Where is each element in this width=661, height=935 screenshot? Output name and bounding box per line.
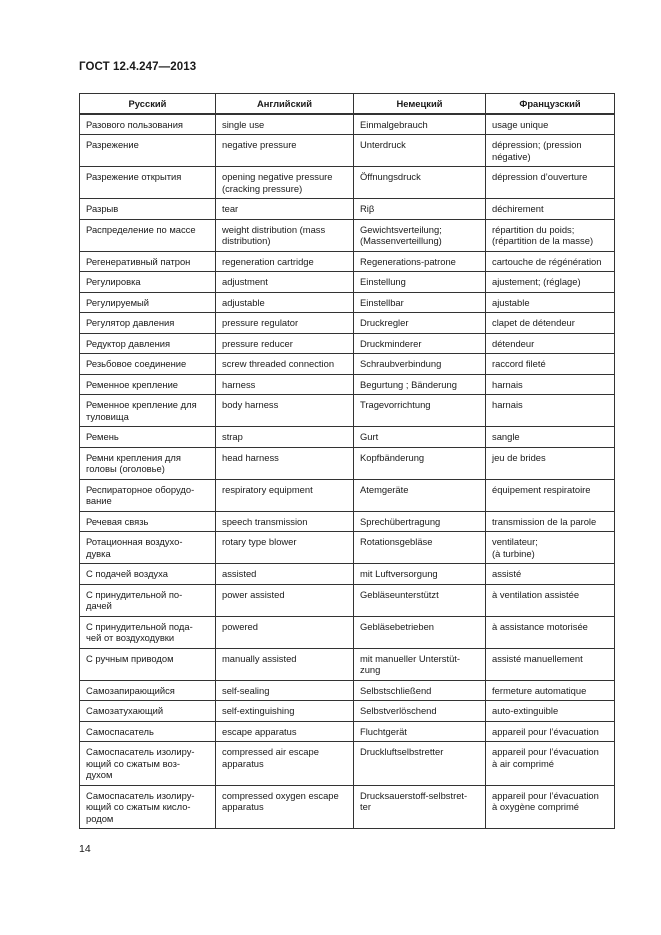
table-row <box>80 648 615 680</box>
russian-term: Регулировка <box>80 272 216 293</box>
german-term: Selbstverlöschend <box>354 701 486 722</box>
russian-term: Разрежение открытия <box>80 167 216 199</box>
russian-term: С принудительной по- дачей <box>80 584 216 616</box>
french-term: raccord fileté <box>486 354 615 375</box>
german-term: Gebläseunterstützt <box>354 584 486 616</box>
table-row <box>80 313 615 334</box>
french-term: détendeur <box>486 333 615 354</box>
french-term: clapet de détendeur <box>486 313 615 334</box>
french-term: dépression d’ouverture <box>486 167 615 199</box>
russian-term: С ручным приводом <box>80 648 216 680</box>
table-row <box>80 721 615 742</box>
russian-term: Резьбовое соединение <box>80 354 216 375</box>
french-term: assisté <box>486 564 615 585</box>
russian-term: Ременное крепление <box>80 374 216 395</box>
english-term: escape apparatus <box>216 721 354 742</box>
german-term: Riβ <box>354 199 486 220</box>
russian-term: Самозапирающийся <box>80 680 216 701</box>
french-term: ajustable <box>486 292 615 313</box>
french-term: appareil pour l’évacuation à oxygène comprimé <box>486 785 615 829</box>
german-term: Rotationsgebläse <box>354 532 486 564</box>
russian-term: Самоспасатель изолиру- ющий со сжатым воз- духом <box>80 742 216 786</box>
table-row <box>80 564 615 585</box>
russian-term: Разрежение <box>80 135 216 167</box>
french-term: équipement respiratoire <box>486 479 615 511</box>
french-term: dépression; (pression négative) <box>486 135 615 167</box>
german-term: Tragevorrichtung <box>354 395 486 427</box>
russian-term: С подачей воздуха <box>80 564 216 585</box>
table-row <box>80 374 615 395</box>
table-row <box>80 447 615 479</box>
german-term: Gurt <box>354 427 486 448</box>
english-term: pressure reducer <box>216 333 354 354</box>
english-term: negative pressure <box>216 135 354 167</box>
english-term: powered <box>216 616 354 648</box>
column-header-russian: Русский <box>80 94 216 114</box>
french-term: assisté manuellement <box>486 648 615 680</box>
terminology-table <box>79 93 615 829</box>
german-term: Einmalgebrauch <box>354 114 486 135</box>
english-term: harness <box>216 374 354 395</box>
german-term: Öffnungsdruck <box>354 167 486 199</box>
column-header-german: Немецкий <box>354 94 486 114</box>
russian-term: С принудительной пода- чей от воздуходувки <box>80 616 216 648</box>
table-row <box>80 479 615 511</box>
russian-term: Редуктор давления <box>80 333 216 354</box>
german-term: Atemgeräte <box>354 479 486 511</box>
table-row <box>80 333 615 354</box>
german-term: Druckregler <box>354 313 486 334</box>
french-term: jeu de brides <box>486 447 615 479</box>
russian-term: Ременное крепление для туловища <box>80 395 216 427</box>
table-row <box>80 135 615 167</box>
german-term: Unterdruck <box>354 135 486 167</box>
german-term: Begurtung ; Bänderung <box>354 374 486 395</box>
german-term: Schraubverbindung <box>354 354 486 375</box>
english-term: compressed oxygen escape apparatus <box>216 785 354 829</box>
french-term: à ventilation assistée <box>486 584 615 616</box>
german-term: Drucksauerstoff-selbstret- ter <box>354 785 486 829</box>
french-term: à assistance motorisée <box>486 616 615 648</box>
german-term: Druckluftselbstretter <box>354 742 486 786</box>
russian-term: Ремень <box>80 427 216 448</box>
russian-term: Регенеративный патрон <box>80 251 216 272</box>
table-row <box>80 511 615 532</box>
table-row <box>80 584 615 616</box>
english-term: strap <box>216 427 354 448</box>
page-number: 14 <box>79 843 91 855</box>
table-row <box>80 742 615 786</box>
german-term: Gewichtsverteilung; (Massenverteillung) <box>354 219 486 251</box>
table-row <box>80 354 615 375</box>
german-term: Einstellbar <box>354 292 486 313</box>
english-term: body harness <box>216 395 354 427</box>
french-term: harnais <box>486 374 615 395</box>
german-term: mit Luftversorgung <box>354 564 486 585</box>
english-term: assisted <box>216 564 354 585</box>
german-term: Selbstschließend <box>354 680 486 701</box>
french-term: déchirement <box>486 199 615 220</box>
german-term: Gebläsebetrieben <box>354 616 486 648</box>
english-term: head harness <box>216 447 354 479</box>
german-term: Sprechübertragung <box>354 511 486 532</box>
french-term: auto-extinguible <box>486 701 615 722</box>
english-term: self-extinguishing <box>216 701 354 722</box>
english-term: single use <box>216 114 354 135</box>
russian-term: Разрыв <box>80 199 216 220</box>
table-row <box>80 272 615 293</box>
russian-term: Речевая связь <box>80 511 216 532</box>
column-header-english: Английский <box>216 94 354 114</box>
german-term: Einstellung <box>354 272 486 293</box>
german-term: mit manueller Unterstüt- zung <box>354 648 486 680</box>
english-term: pressure regulator <box>216 313 354 334</box>
english-term: regeneration cartridge <box>216 251 354 272</box>
german-term: Druckminderer <box>354 333 486 354</box>
english-term: power assisted <box>216 584 354 616</box>
english-term: adjustable <box>216 292 354 313</box>
english-term: manually assisted <box>216 648 354 680</box>
russian-term: Разового пользования <box>80 114 216 135</box>
french-term: appareil pour l’évacuation à air comprimé <box>486 742 615 786</box>
french-term: ajustement; (réglage) <box>486 272 615 293</box>
table-row <box>80 251 615 272</box>
russian-term: Регулируемый <box>80 292 216 313</box>
table-row <box>80 219 615 251</box>
french-term: transmission de la parole <box>486 511 615 532</box>
table-row <box>80 616 615 648</box>
french-term: répartition du poids; (répartition de la masse) <box>486 219 615 251</box>
russian-term: Регулятор давления <box>80 313 216 334</box>
table-row <box>80 785 615 829</box>
english-term: opening negative pressure (cracking pressure) <box>216 167 354 199</box>
table-row <box>80 167 615 199</box>
french-term: ventilateur; (à turbine) <box>486 532 615 564</box>
table-header-row <box>80 94 615 114</box>
german-term: Regenerations-patrone <box>354 251 486 272</box>
table-row <box>80 199 615 220</box>
french-term: cartouche de régénération <box>486 251 615 272</box>
english-term: speech transmission <box>216 511 354 532</box>
french-term: appareil pour l’évacuation <box>486 721 615 742</box>
table-row <box>80 701 615 722</box>
french-term: sangle <box>486 427 615 448</box>
english-term: adjustment <box>216 272 354 293</box>
russian-term: Ремни крепления для головы (оголовье) <box>80 447 216 479</box>
table-row <box>80 680 615 701</box>
russian-term: Распределение по массе <box>80 219 216 251</box>
russian-term: Самоспасатель изолиру- ющий со сжатым кисло- родом <box>80 785 216 829</box>
table-row <box>80 395 615 427</box>
table-row <box>80 427 615 448</box>
table-row <box>80 292 615 313</box>
french-term: harnais <box>486 395 615 427</box>
french-term: fermeture automatique <box>486 680 615 701</box>
russian-term: Самозатухающий <box>80 701 216 722</box>
english-term: respiratory equipment <box>216 479 354 511</box>
column-header-french: Французский <box>486 94 615 114</box>
table-row <box>80 114 615 135</box>
document-header: ГОСТ 12.4.247—2013 <box>79 61 197 73</box>
english-term: weight distribution (mass distribution) <box>216 219 354 251</box>
table-body <box>80 114 615 829</box>
english-term: rotary type blower <box>216 532 354 564</box>
table-row <box>80 532 615 564</box>
english-term: screw threaded connection <box>216 354 354 375</box>
russian-term: Самоспасатель <box>80 721 216 742</box>
german-term: Fluchtgerät <box>354 721 486 742</box>
english-term: tear <box>216 199 354 220</box>
english-term: self-sealing <box>216 680 354 701</box>
russian-term: Респираторное оборудо- вание <box>80 479 216 511</box>
german-term: Kopfbänderung <box>354 447 486 479</box>
english-term: compressed air escape apparatus <box>216 742 354 786</box>
french-term: usage unique <box>486 114 615 135</box>
russian-term: Ротационная воздухо- дувка <box>80 532 216 564</box>
